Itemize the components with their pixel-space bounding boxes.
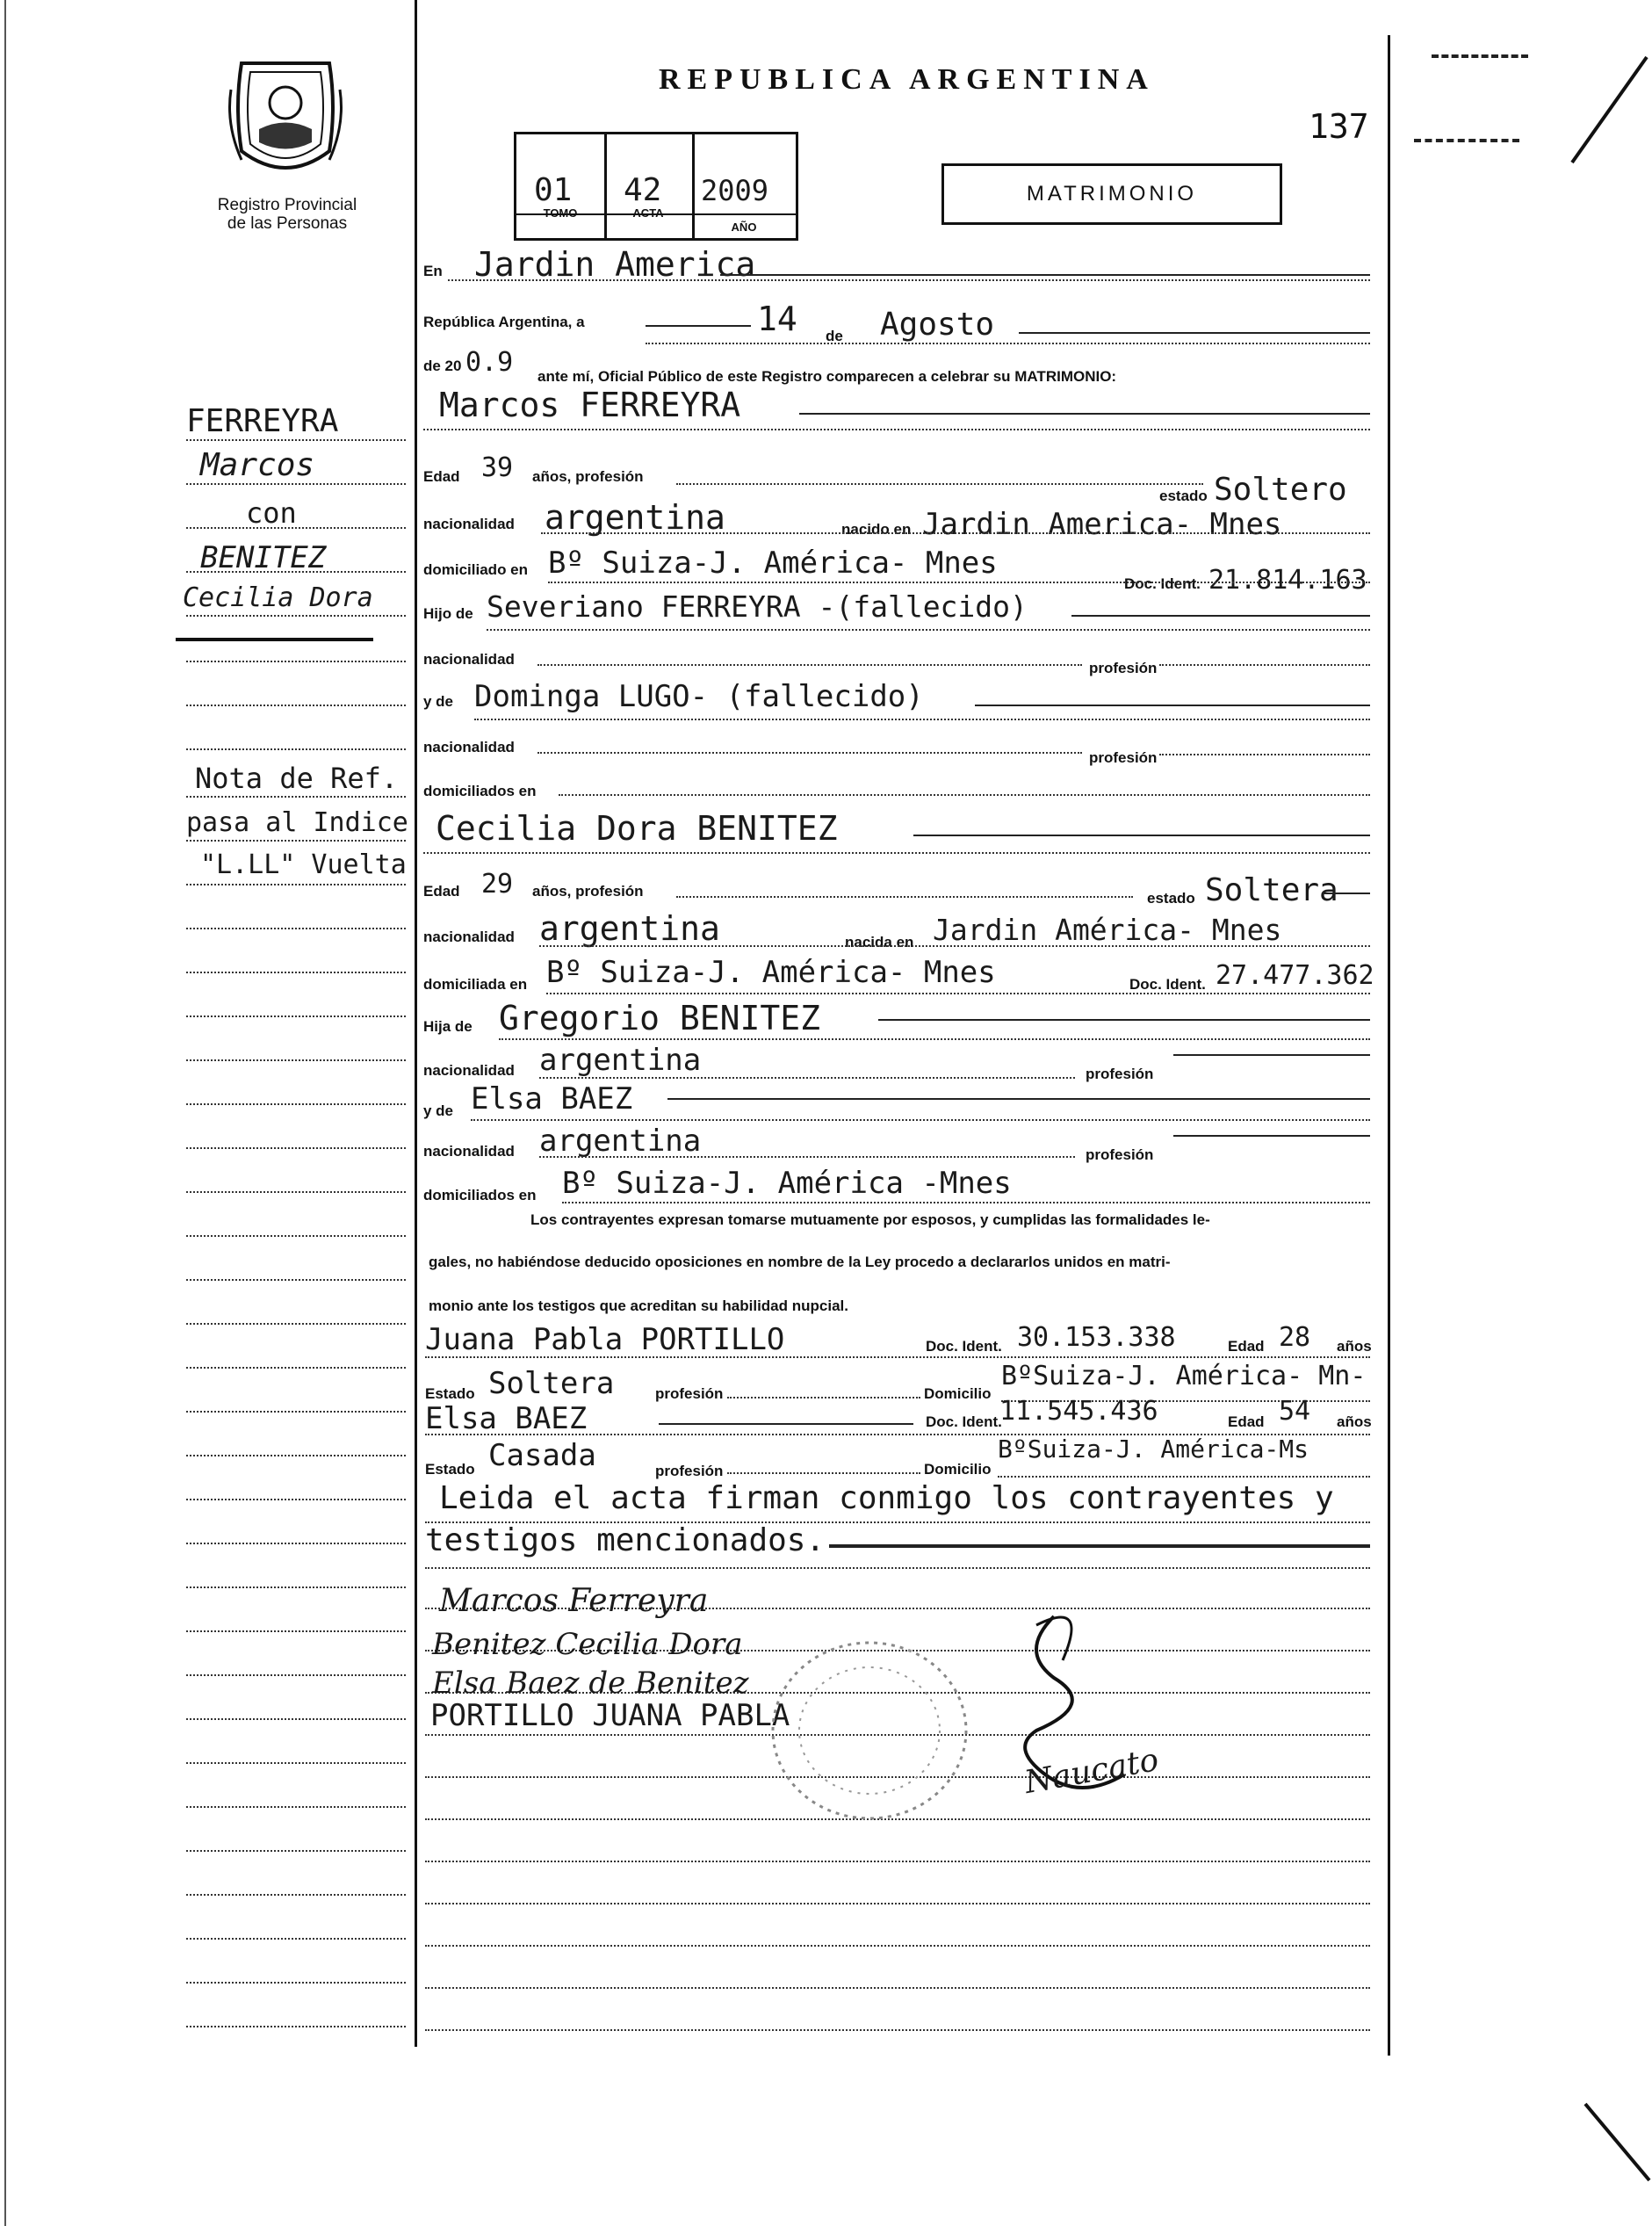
witness1-edad: 28 bbox=[1279, 1322, 1311, 1353]
bride-nacida-label: nacida en bbox=[845, 934, 914, 950]
page-number: 137 bbox=[1309, 107, 1369, 146]
bride-doc: 27.477.362 bbox=[1216, 960, 1374, 991]
provincial-seal-icon bbox=[224, 54, 347, 186]
bride-doc-label: Doc. Ident. bbox=[1129, 976, 1206, 993]
groom-edad-label: Edad bbox=[423, 468, 460, 485]
groom-mother-nac-label: nacionalidad bbox=[423, 739, 515, 755]
groom-father: Severiano FERREYRA -(fallecido) bbox=[487, 589, 1028, 624]
groom-domicilio-label: domiciliado en bbox=[423, 561, 529, 578]
day-value: 14 bbox=[757, 300, 797, 338]
witness2-doc: 11.545.436 bbox=[999, 1396, 1158, 1427]
republica-label: República Argentina, a bbox=[423, 314, 585, 330]
witness2-name: Elsa BAEZ bbox=[425, 1401, 588, 1436]
left-border-line bbox=[4, 0, 6, 2226]
margin-bride-surname: BENITEZ bbox=[200, 540, 327, 575]
tomo-label: TOMO bbox=[543, 206, 578, 220]
ano-label: AÑO bbox=[731, 220, 757, 234]
declaration-line-1: Los contrayentes expresan tomarse mutuamente por esposos, y cumplidas las formalidades le- bbox=[530, 1211, 1210, 1228]
witness2-edad-label: Edad bbox=[1228, 1413, 1265, 1430]
groom-nacido: Jardin America- Mnes bbox=[922, 507, 1282, 542]
en-label: En bbox=[423, 263, 443, 279]
groom-domicilio: Bº Suiza-J. América- Mnes bbox=[548, 546, 998, 581]
bride-estado-label: estado bbox=[1147, 890, 1195, 907]
bride-father-nac-label: nacionalidad bbox=[423, 1062, 515, 1079]
margin-note-2: pasa al Indice bbox=[186, 807, 408, 838]
year-value: 0.9 bbox=[465, 347, 514, 378]
witness1-edad-label: Edad bbox=[1228, 1338, 1265, 1355]
bride-domicilio-label: domiciliada en bbox=[423, 976, 528, 993]
acta-label: ACTA bbox=[632, 206, 664, 220]
groom-anos-profesion: años, profesión bbox=[532, 468, 644, 485]
bride-mother: Elsa BAEZ bbox=[471, 1081, 633, 1117]
witness2-estado: Casada bbox=[488, 1438, 596, 1473]
groom-nacido-label: nacido en bbox=[841, 521, 912, 538]
witness1-profesion-label: profesión bbox=[655, 1385, 724, 1402]
witness1-doc-label: Doc. Ident. bbox=[926, 1338, 1002, 1355]
bride-mother-label: y de bbox=[423, 1102, 454, 1119]
edge-mark-top bbox=[1432, 54, 1528, 58]
signature-witness2: Elsa Baez de Benitez bbox=[432, 1666, 749, 1701]
groom-parents-dom-label: domiciliados en bbox=[423, 783, 537, 799]
acta-value: 42 bbox=[624, 172, 662, 208]
declaration-line-2: gales, no habiéndose deducido oposiciones en nombre de la Ley procedo a declararlos unidos en matri- bbox=[429, 1254, 1171, 1270]
witness1-anos: años bbox=[1337, 1338, 1372, 1355]
groom-doc-label: Doc. Ident. bbox=[1124, 575, 1201, 592]
year-prefix: de 20 bbox=[423, 358, 462, 374]
groom-estado: Soltero bbox=[1214, 472, 1347, 508]
signature-witness1: PORTILLO JUANA PABLA bbox=[430, 1698, 790, 1733]
intro-text: ante mí, Oficial Público de este Registro comparecen a celebrar su MATRIMONIO: bbox=[537, 368, 1117, 385]
groom-doc: 21.814.163 bbox=[1208, 565, 1367, 596]
month-value: Agosto bbox=[880, 307, 995, 343]
bride-edad: 29 bbox=[481, 869, 514, 900]
margin-bride-name: Cecilia Dora bbox=[183, 582, 373, 613]
groom-estado-label: estado bbox=[1159, 488, 1208, 504]
margin-first-name: Marcos bbox=[200, 447, 315, 483]
witness1-doc: 30.153.338 bbox=[1017, 1322, 1176, 1353]
groom-father-nac-label: nacionalidad bbox=[423, 651, 515, 668]
witness2-doc-label: Doc. Ident. bbox=[926, 1413, 1002, 1430]
bride-father-prof-label: profesión bbox=[1086, 1066, 1154, 1082]
en-value: Jardin America bbox=[474, 245, 756, 284]
signature-bride: Benitez Cecilia Dora bbox=[432, 1627, 743, 1662]
groom-nacionalidad-label: nacionalidad bbox=[423, 516, 515, 532]
groom-father-prof-label: profesión bbox=[1089, 660, 1158, 676]
groom-mother-label: y de bbox=[423, 693, 454, 710]
bride-name: Cecilia Dora BENITEZ bbox=[436, 809, 838, 848]
witness1-estado-label: Estado bbox=[425, 1385, 475, 1402]
witness2-domicilio-label: Domicilio bbox=[924, 1461, 992, 1478]
witness2-edad: 54 bbox=[1279, 1396, 1311, 1427]
witness1-name: Juana Pabla PORTILLO bbox=[425, 1322, 785, 1357]
bride-domicilio: Bº Suiza-J. América- Mnes bbox=[546, 955, 996, 990]
bride-nacida: Jardin América- Mnes bbox=[933, 913, 1282, 947]
closing-line-2: testigos mencionados. bbox=[425, 1522, 826, 1558]
bride-father-nac: argentina bbox=[539, 1043, 702, 1078]
witness2-estado-label: Estado bbox=[425, 1461, 475, 1478]
bride-father-label: Hija de bbox=[423, 1018, 473, 1035]
declaration-line-3: monio ante los testigos que acreditan su habilidad nupcial. bbox=[429, 1297, 848, 1314]
groom-father-label: Hijo de bbox=[423, 605, 473, 622]
groom-nacionalidad: argentina bbox=[545, 498, 725, 537]
signature-groom: Marcos Ferreyra bbox=[439, 1583, 709, 1619]
groom-mother-prof-label: profesión bbox=[1089, 749, 1158, 766]
witness2-profesion-label: profesión bbox=[655, 1463, 724, 1479]
bride-nacionalidad: argentina bbox=[539, 909, 720, 948]
corner-stroke-bottom bbox=[1581, 2100, 1652, 2187]
bride-edad-label: Edad bbox=[423, 883, 460, 900]
bride-mother-prof-label: profesión bbox=[1086, 1146, 1154, 1163]
margin-surname: FERREYRA bbox=[186, 403, 339, 439]
right-border-line bbox=[1388, 35, 1390, 2056]
bride-anos-profesion: años, profesión bbox=[532, 883, 644, 900]
page-title: REPUBLICA ARGENTINA bbox=[659, 63, 1155, 96]
bride-mother-nac: argentina bbox=[539, 1124, 702, 1159]
registry-name: Registro Provincial de las Personas bbox=[217, 196, 357, 233]
bride-nacionalidad-label: nacionalidad bbox=[423, 929, 515, 945]
margin-separator bbox=[176, 638, 373, 641]
de-label: de bbox=[826, 328, 843, 344]
officer-signature: Naucato bbox=[1021, 1741, 1162, 1802]
document-type-box bbox=[941, 163, 1282, 225]
witness1-domicilio: BºSuiza-J. América- Mn- bbox=[1001, 1361, 1367, 1391]
bride-estado: Soltera bbox=[1205, 872, 1338, 908]
document-type: MATRIMONIO bbox=[1026, 182, 1198, 206]
official-stamp-icon bbox=[764, 1634, 975, 1827]
bride-father: Gregorio BENITEZ bbox=[499, 999, 821, 1037]
witness1-domicilio-label: Domicilio bbox=[924, 1385, 992, 1402]
margin-divider-line bbox=[415, 0, 417, 2047]
margin-note-1: Nota de Ref. bbox=[195, 762, 399, 795]
margin-con: con bbox=[246, 496, 297, 530]
ano-value: 2009 bbox=[701, 174, 769, 207]
edge-mark-top-2 bbox=[1414, 139, 1519, 142]
corner-stroke-top bbox=[1563, 53, 1651, 167]
bride-parents-dom: Bº Suiza-J. América -Mnes bbox=[562, 1166, 1012, 1201]
witness1-estado: Soltera bbox=[488, 1366, 615, 1401]
groom-mother: Dominga LUGO- (fallecido) bbox=[474, 679, 924, 714]
tomo-value: 01 bbox=[534, 172, 573, 208]
bride-mother-nac-label: nacionalidad bbox=[423, 1143, 515, 1160]
witness2-domicilio: BºSuiza-J. América-Ms bbox=[998, 1435, 1309, 1464]
record-id-box bbox=[514, 132, 798, 241]
groom-name: Marcos FERREYRA bbox=[439, 386, 741, 424]
closing-line-1: Leida el acta firman conmigo los contrayentes y bbox=[439, 1480, 1334, 1516]
margin-note-3: "L.LL" Vuelta bbox=[200, 849, 407, 880]
bride-parents-dom-label: domiciliados en bbox=[423, 1187, 537, 1203]
groom-edad: 39 bbox=[481, 452, 514, 483]
witness2-anos: años bbox=[1337, 1413, 1372, 1430]
